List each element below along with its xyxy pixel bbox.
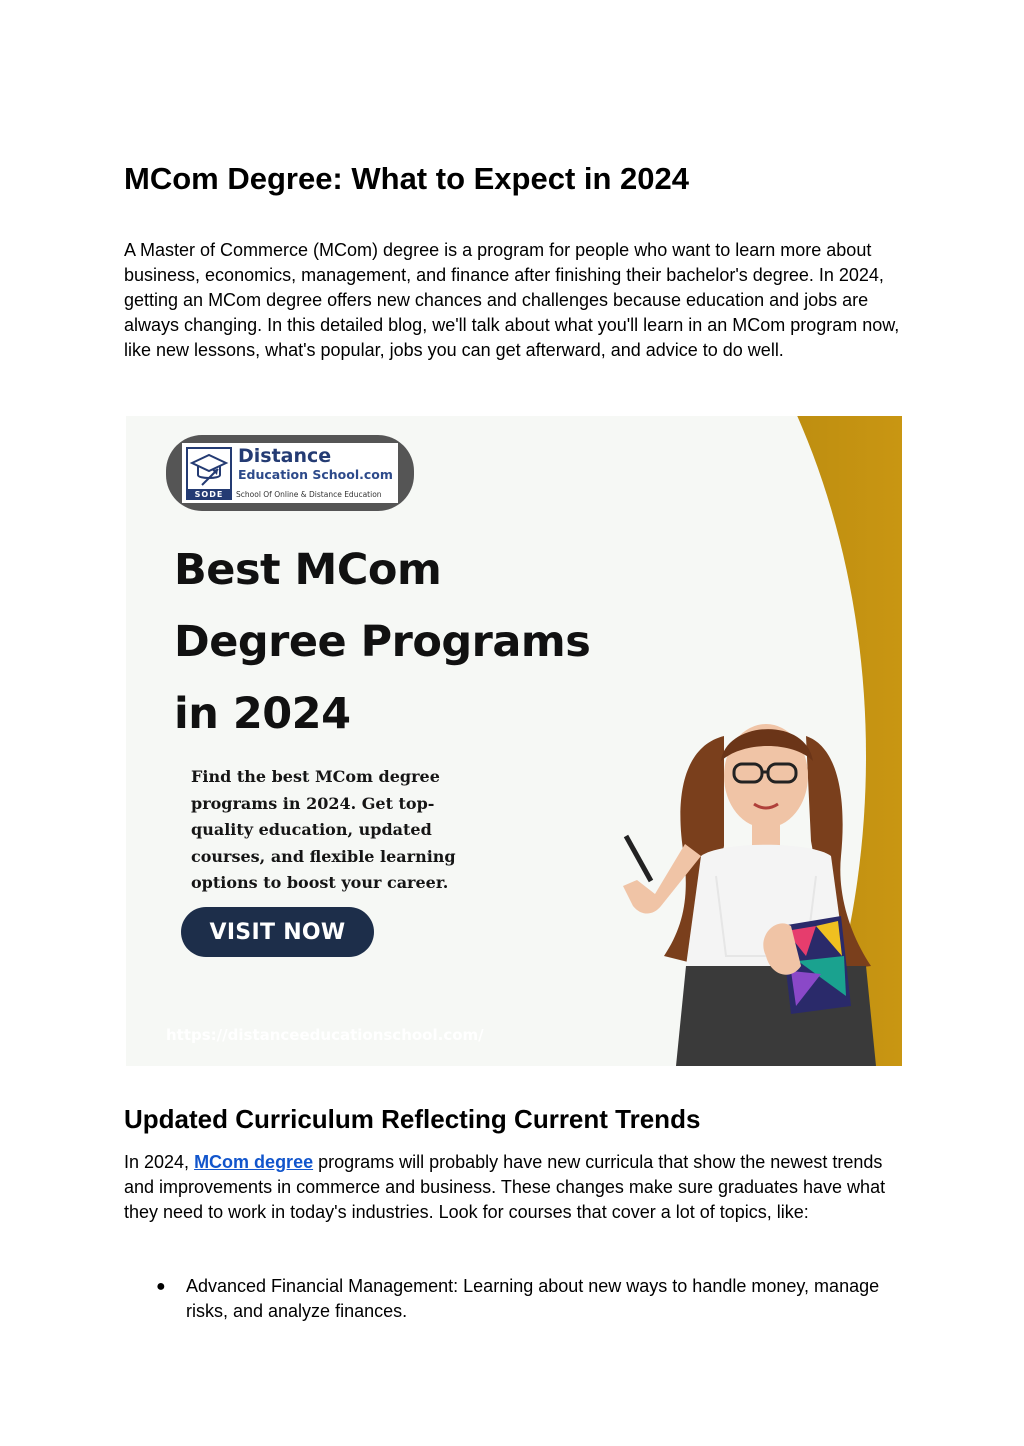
graduation-cap-icon	[186, 447, 232, 493]
intro-paragraph: A Master of Commerce (MCom) degree is a program for people who want to learn more about business, economics, management, and finance after finishing their bachelor's degree. In 2024, getting an MCom degree offers new chances and challenges because education and jobs are always changing. In this detailed blog, we'll talk about what you'll learn in an MCom program now, like new lessons, what's popular, jobs you can get afterward, and advice to do well.	[124, 240, 900, 360]
headline-line: Degree Programs	[174, 617, 591, 667]
headline-line: Best MCom	[174, 545, 442, 595]
logo-badge: SODE	[186, 489, 232, 500]
logo-inner	[182, 443, 398, 503]
mcom-degree-link[interactable]: MCom degree	[194, 1152, 314, 1172]
promo-banner-image[interactable]	[126, 416, 902, 1066]
list-item	[124, 1274, 904, 1324]
student-illustration	[606, 706, 902, 1066]
logo-tagline: School Of Online & Distance Education	[236, 490, 382, 499]
topics-list	[124, 1274, 904, 1324]
bullet-icon: ●	[156, 1278, 166, 1295]
page-title: MCom Degree: What to Expect in 2024	[124, 161, 690, 196]
logo	[166, 435, 414, 511]
headline-line: in 2024	[174, 689, 351, 739]
logo-name: Distance	[238, 445, 332, 467]
visit-now-button[interactable]: VISIT NOW	[181, 907, 374, 957]
banner-description: Find the best MCom degree programs in 2024. Get top-quality education, updated courses, and flexible learning options to boost your career.	[191, 767, 456, 892]
list-item-text: Advanced Financial Management: Learning about new ways to handle money, manage risks, and analyze finances.	[186, 1276, 880, 1321]
banner-url: https://distanceeducationschool.com/	[166, 1026, 484, 1044]
section-text-start: In 2024,	[124, 1152, 195, 1172]
section-heading: Updated Curriculum Reflecting Current Trends	[124, 1104, 701, 1134]
section-text-rest: programs will probably have new curricula that show the newest trends and improvements in commerce and business. These changes make sure graduates have what they need to work in today's industries. Look for courses that cover a lot of topics, like:	[124, 1152, 886, 1222]
section-paragraph	[124, 1150, 904, 1225]
logo-subtitle: Education School.com	[238, 467, 393, 482]
